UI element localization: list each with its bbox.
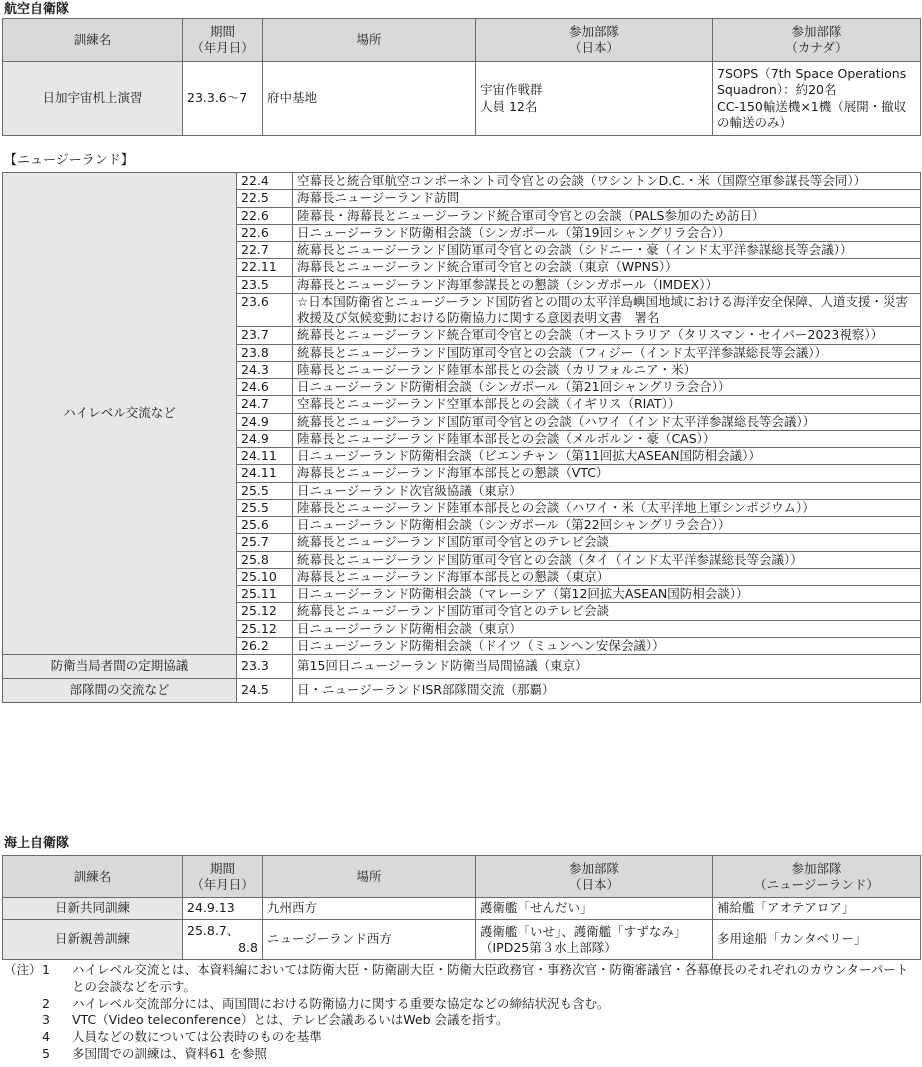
unit-canada: 7SOPS（7th Space Operations Squadron）：約20名 CC-150輸送機×1機（展開・撤収の輸送のみ） [713,62,921,136]
header-place: 場所 [263,856,476,898]
table-row [3,655,921,679]
event-date: 24.7 [237,396,293,413]
header-training-name: 訓練名 [3,19,183,62]
header-unit-canada: 参加部隊 （カナダ） [713,19,921,62]
asdf-section-title: 航空自衛隊 [4,2,70,17]
event-date: 23.8 [237,344,293,361]
header-unit-japan: 参加部隊 （日本） [476,856,713,898]
event-date: 24.5 [237,679,293,703]
table-row [3,62,921,136]
event-date: 23.3 [237,655,293,679]
note-label-spacer [4,1012,34,1029]
period-end: 8.8 [238,939,258,955]
event-description: 海幕長ニュージーランド訪問 [293,190,921,207]
event-description: 空幕長と統合軍航空コンポーネント司令官との会談（ワシントンD.C.・米（国際空軍参謀長等会同）） [293,173,921,190]
event-description: 統幕長とニュージーランド国防軍司令官との会談（シドニー・豪（インド太平洋参謀総長等会議）） [293,242,921,259]
header-training-name: 訓練名 [3,856,183,898]
notes [4,962,918,1063]
event-date: 22.11 [237,259,293,276]
event-description: 日ニュージーランド防衛相会談（ドイツ（ミュンヘン安保会議）） [293,637,921,654]
event-description: 統幕長とニュージーランド国防軍司令官との会談（フィジー（インド太平洋参謀総長等会議）） [293,344,921,361]
training-name: 日加宇宙机上演習 [3,62,183,136]
event-description: 空幕長とニュージーランド空軍本部長との会談（イギリス（RIAT）） [293,396,921,413]
event-date: 24.3 [237,361,293,378]
event-date: 25.12 [237,603,293,620]
event-date: 25.7 [237,534,293,551]
event-date: 24.9 [237,430,293,447]
event-description: 日ニュージーランド防衛相会談（東京） [293,620,921,637]
note-item [4,962,918,996]
event-description: 統幕長とニュージーランド統合軍司令官との会談（オーストラリア（タリスマン・セイバー2023視察）） [293,327,921,344]
nz-section-title: 【ニュージーランド】 [4,153,134,168]
event-description: 日ニュージーランド次官級協議（東京） [293,482,921,499]
event-date: 22.4 [237,173,293,190]
event-description: 日ニュージーランド防衛相会談（シンガポール（第19回シャングリラ会合）） [293,224,921,241]
event-date: 24.9 [237,413,293,430]
event-description: 日ニュージーランド防衛相会談（ビエンチャン（第11回拡大ASEAN国防相会議）） [293,448,921,465]
event-date: 25.12 [237,620,293,637]
note-item [4,1046,918,1063]
event-date: 25.11 [237,586,293,603]
msdf-table [2,855,921,960]
event-date: 23.5 [237,276,293,293]
training-period: 23.3.6〜7 [183,62,263,136]
note-label-spacer [4,996,34,1013]
unit-japan: 護衛艦「いせ」、護衛艦「すずなみ」 （IPD25第３水上部隊） [476,920,713,960]
event-description: 海幕長とニュージーランド統合軍司令官との会談（東京（WPNS）） [293,259,921,276]
event-date: 22.6 [237,224,293,241]
event-description: 日・ニュージーランドISR部隊間交流（那覇） [293,679,921,703]
header-unit-japan: 参加部隊 （日本） [476,19,713,62]
note-item [4,1029,918,1046]
training-place: ニュージーランド西方 [263,920,476,960]
note-text: ハイレベル交流とは、本資料編においては防衛大臣・防衛副大臣・防衛大臣政務官・事務次官・防衛審議官・各幕僚長のそれぞれのカウンターパートとの会談などを示す。 [72,962,909,994]
header-period: 期間 （年月日） [183,19,263,62]
unit-nz: 補給艦「アオテアロア」 [713,898,921,920]
note-number: 3 [42,1012,50,1028]
event-date: 22.5 [237,190,293,207]
training-name: 日新親善訓練 [3,920,183,960]
table-row [3,920,921,960]
event-date: 24.6 [237,379,293,396]
event-description: 第15回日ニュージーランド防衛当局間協議（東京） [293,655,921,679]
header-unit-nz: 参加部隊 （ニュージーランド） [713,856,921,898]
note-number: 2 [42,995,50,1011]
header-place: 場所 [263,19,476,62]
training-period: 24.9.13 [183,898,263,920]
event-description: 日ニュージーランド防衛相会談（シンガポール（第22回シャングリラ会合）） [293,517,921,534]
event-date: 25.8 [237,551,293,568]
unit-japan: 護衛艦「せんだい」 [476,898,713,920]
event-description: 統幕長とニュージーランド国防軍司令官との会談（タイ（インド太平洋参謀総長等会議）） [293,551,921,568]
category-label: 防衛当局者間の定期協議 [3,655,237,679]
event-description: ☆日本国防衛省とニュージーランド国防省との間の太平洋島嶼国地域における海洋安全保障、人道支援・災害救援及び気候変動における防衛協力に関する意図表明文書 署名 [293,293,921,327]
nz-exchange-table [2,172,921,703]
note-number: 1 [42,962,50,977]
training-period [183,920,263,960]
note-number: 4 [42,1029,50,1044]
header-period: 期間 （年月日） [183,856,263,898]
note-number: 5 [42,1045,50,1061]
event-date: 25.5 [237,499,293,516]
event-description: 海幕長とニュージーランド海軍本部長との懇談（VTC） [293,465,921,482]
note-item [4,996,918,1013]
event-description: 海幕長とニュージーランド海軍本部長との懇談（東京） [293,568,921,585]
event-date: 25.6 [237,517,293,534]
period-start: 25.8.7、 [187,923,240,938]
event-description: 陸幕長とニュージーランド陸軍本部長との会談（カリフォルニア・米） [293,361,921,378]
note-text: 人員などの数については公表時のものを基準 [72,1029,322,1044]
asdf-table [2,18,921,136]
unit-nz: 多用途船「カンタベリー」 [713,920,921,960]
note-label: （注） [4,962,42,977]
event-description: 陸幕長とニュージーランド陸軍本部長との会談（メルボルン・豪（CAS）） [293,430,921,447]
table-row [3,173,921,190]
event-date: 26.2 [237,637,293,654]
event-description: 統幕長とニュージーランド国防軍司令官との会談（ハワイ（インド太平洋参謀総長等会議）） [293,413,921,430]
note-label-spacer [4,1046,34,1063]
training-place: 府中基地 [263,62,476,136]
note-text: VTC（Video teleconference）とは、テレビ会議あるいはWeb 会議を指す。 [72,1012,509,1028]
note-label-spacer [4,1029,34,1046]
category-label: ハイレベル交流など [3,173,237,655]
category-label: 部隊間の交流など [3,679,237,703]
unit-japan: 宇宙作戦群 人員 12名 [476,62,713,136]
note-item [4,1012,918,1029]
training-name: 日新共同訓練 [3,898,183,920]
msdf-section-title: 海上自衛隊 [4,836,70,851]
event-date: 24.11 [237,465,293,482]
event-description: 日ニュージーランド防衛相会談（マレーシア（第12回拡大ASEAN国防相会談）） [293,586,921,603]
table-row [3,679,921,703]
event-description: 陸幕長とニュージーランド陸軍本部長との会談（ハワイ・米（太平洋地上軍シンポジウム）） [293,499,921,516]
event-date: 24.11 [237,448,293,465]
training-place: 九州西方 [263,898,476,920]
event-description: 陸幕長・海幕長とニュージーランド統合軍司令官との会談（PALS参加のため訪日） [293,207,921,224]
event-description: 統幕長とニュージーランド国防軍司令官とのテレビ会談 [293,534,921,551]
event-date: 22.6 [237,207,293,224]
event-description: 海幕長とニュージーランド海軍参謀長との懇談（シンガポール（IMDEX）） [293,276,921,293]
note-text: ハイレベル交流部分には、両国間における防衛協力に関する重要な協定などの締結状況も含む。 [72,995,610,1011]
event-description: 統幕長とニュージーランド国防軍司令官とのテレビ会談 [293,603,921,620]
event-date: 22.7 [237,242,293,259]
event-date: 23.6 [237,293,293,327]
event-date: 25.5 [237,482,293,499]
note-text: 多国間での訓練は、資料61 を参照 [72,1045,267,1061]
table-row [3,898,921,920]
event-date: 23.7 [237,327,293,344]
event-description: 日ニュージーランド防衛相会談（シンガポール（第21回シャングリラ会合）） [293,379,921,396]
event-date: 25.10 [237,568,293,585]
